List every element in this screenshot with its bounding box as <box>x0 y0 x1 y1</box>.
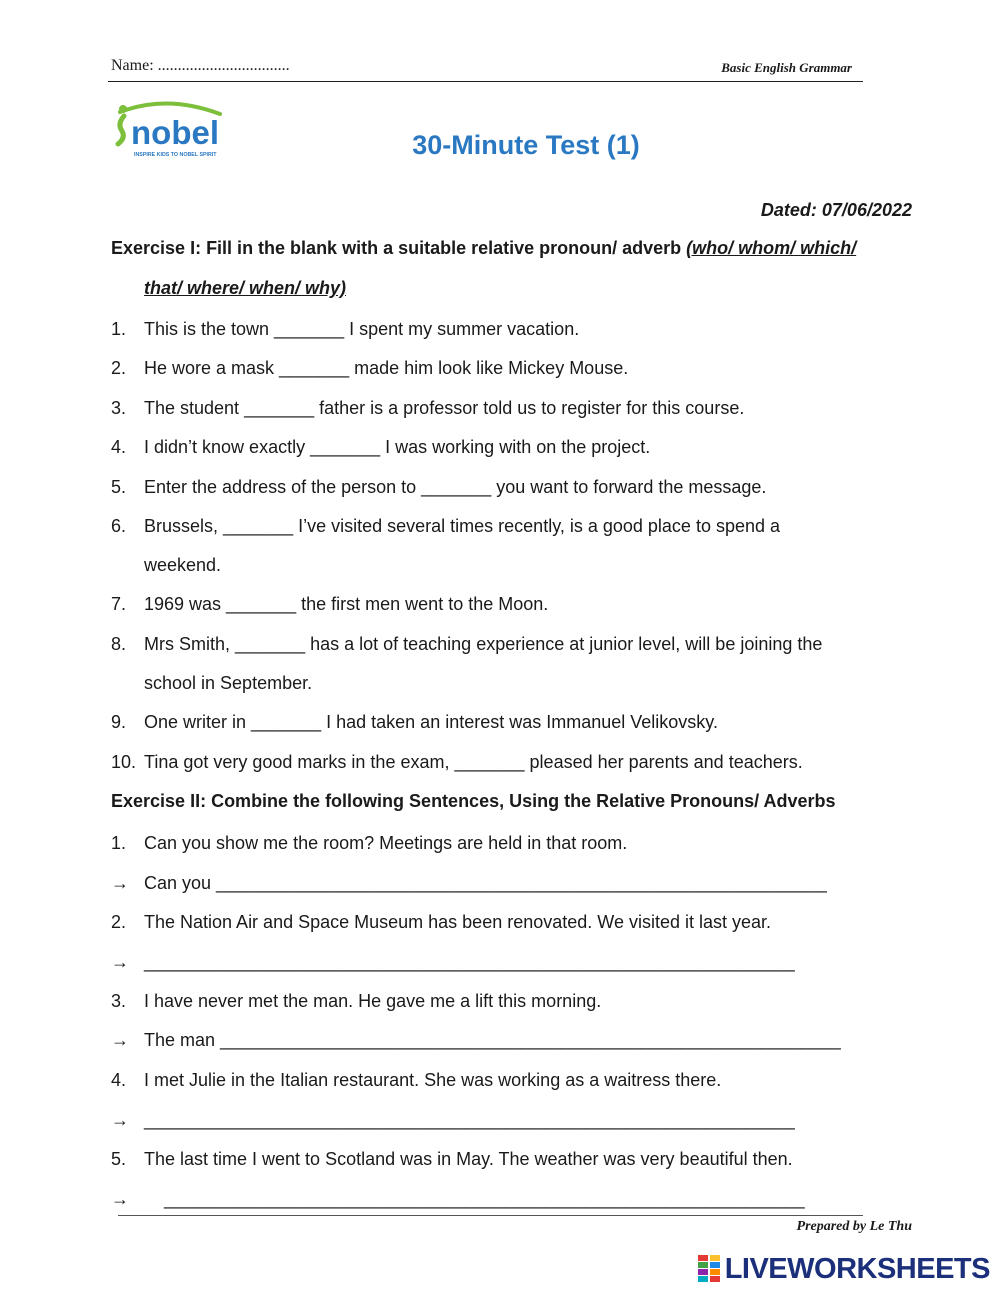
exercise2-item-4 <box>111 1069 721 1091</box>
item-text: He wore a mask _______ made him look like Mickey Mouse. <box>144 358 629 378</box>
exercise2-item-5 <box>111 1148 793 1170</box>
exercise2-answer-1[interactable] <box>111 872 827 894</box>
item-number: 2. <box>111 358 127 378</box>
exercise2-answer-3[interactable] <box>111 1029 841 1051</box>
exercise1-item-9 <box>111 711 718 733</box>
item-text: Can you show me the room? Meetings are held in that room. <box>144 833 628 853</box>
item-text: Mrs Smith, _______ has a lot of teaching experience at junior level, will be joining the <box>144 634 823 654</box>
item-text: 1969 was _______ the first men went to the Moon. <box>144 594 549 614</box>
item-text: The Nation Air and Space Museum has been renovated. We visited it last year. <box>144 912 772 932</box>
exercise1-title <box>111 238 856 259</box>
item-number: 10. <box>111 752 137 772</box>
test-title: 30-Minute Test (1) <box>412 130 640 160</box>
exercise1-title-options-1: (who/ whom/ which/ <box>686 238 857 258</box>
item-number: 1. <box>111 833 127 853</box>
exercise1-item-1 <box>111 318 579 340</box>
exercise1-item-10 <box>111 751 803 773</box>
exercise1-item-5 <box>111 476 766 498</box>
item-text: I didn’t know exactly _______ I was working with on the project. <box>144 437 651 457</box>
exercise2-answer-2[interactable] <box>111 951 795 973</box>
item-text: The last time I went to Scotland was in May. The weather was very beautiful then. <box>144 1149 793 1169</box>
exercise2-item-1 <box>111 832 627 854</box>
answer-line[interactable]: _________________________________________________________________ <box>144 952 795 972</box>
exercise2-title: Exercise II: Combine the following Sentences, Using the Relative Pronouns/ Adverbs <box>111 791 836 811</box>
item-text: Enter the address of the person to _______ you want to forward the message. <box>144 477 767 497</box>
nobel-logo-tagline: INSPIRE KIDS TO NOBEL SPIRIT <box>134 152 217 158</box>
arrow-icon: → <box>111 1189 129 1209</box>
exercise2-answer-4[interactable] <box>111 1109 795 1131</box>
item-number: 7. <box>111 594 127 614</box>
liveworksheets-brand <box>697 1252 990 1286</box>
exercise1-item-2 <box>111 357 628 379</box>
item-text: The student _______ father is a professor told us to register for this course. <box>144 398 745 418</box>
exercise2-item-2 <box>111 911 771 933</box>
item-text: This is the town _______ I spent my summer vacation. <box>144 319 580 339</box>
prepared-by: Prepared by Le Thu <box>796 1219 912 1234</box>
answer-line[interactable]: _________________________________________________________________ <box>144 1110 795 1130</box>
exercise2-answer-5[interactable] <box>111 1188 805 1210</box>
exercise1-item-3 <box>111 397 744 419</box>
exercise1-item-4 <box>111 436 650 458</box>
liveworksheets-wordmark: LIVEWORKSHEETS <box>724 1252 990 1285</box>
exercise1-item-8-cont: school in September. <box>144 673 313 693</box>
item-text: I have never met the man. He gave me a lift this morning. <box>144 991 602 1011</box>
item-number: 5. <box>111 1149 127 1169</box>
exercise1-item-6-cont: weekend. <box>144 555 222 575</box>
item-number: 4. <box>111 1070 127 1090</box>
item-text: Tina got very good marks in the exam, _______ pleased her parents and teachers. <box>144 752 803 772</box>
answer-line[interactable]: ________________________________________________________________ <box>144 1189 805 1209</box>
answer-line[interactable]: Can you _____________________________________________________________ <box>144 873 827 893</box>
item-number: 8. <box>111 634 127 654</box>
name-line: Name: ................................. <box>111 57 290 74</box>
item-text: I met Julie in the Italian restaurant. She was working as a waitress there. <box>144 1070 722 1090</box>
exercise1-item-6 <box>111 515 780 537</box>
item-number: 9. <box>111 712 127 732</box>
arrow-icon: → <box>111 873 129 893</box>
footer-divider <box>118 1215 863 1216</box>
exercise1-title-cont <box>144 278 346 299</box>
test-date: Dated: 07/06/2022 <box>760 200 912 220</box>
item-number: 6. <box>111 516 127 536</box>
exercise1-item-7 <box>111 593 548 615</box>
item-number: 3. <box>111 398 127 418</box>
item-text: One writer in _______ I had taken an interest was Immanuel Velikovsky. <box>144 712 718 732</box>
header-divider <box>108 81 863 82</box>
arrow-icon: → <box>111 952 129 972</box>
item-number: 2. <box>111 912 127 932</box>
exercise1-item-8 <box>111 633 822 655</box>
item-number: 5. <box>111 477 127 497</box>
course-title: Basic English Grammar <box>721 60 852 75</box>
arrow-icon: → <box>111 1030 129 1050</box>
item-number: 1. <box>111 319 127 339</box>
item-number: 3. <box>111 991 127 1011</box>
exercise1-title-options-2: that/ where/ when/ why) <box>144 278 347 298</box>
answer-line[interactable]: The man ______________________________________________________________ <box>144 1030 841 1050</box>
item-number: 4. <box>111 437 127 457</box>
liveworksheets-icon <box>697 1254 721 1284</box>
exercise2-item-3 <box>111 990 601 1012</box>
arrow-icon: → <box>111 1110 129 1130</box>
nobel-logo-word: nobel <box>131 114 219 151</box>
item-text: Brussels, _______ I’ve visited several times recently, is a good place to spend a <box>144 516 781 536</box>
exercise1-title-prefix: Exercise I: Fill in the blank with a suitable relative pronoun/ adverb <box>111 238 687 258</box>
